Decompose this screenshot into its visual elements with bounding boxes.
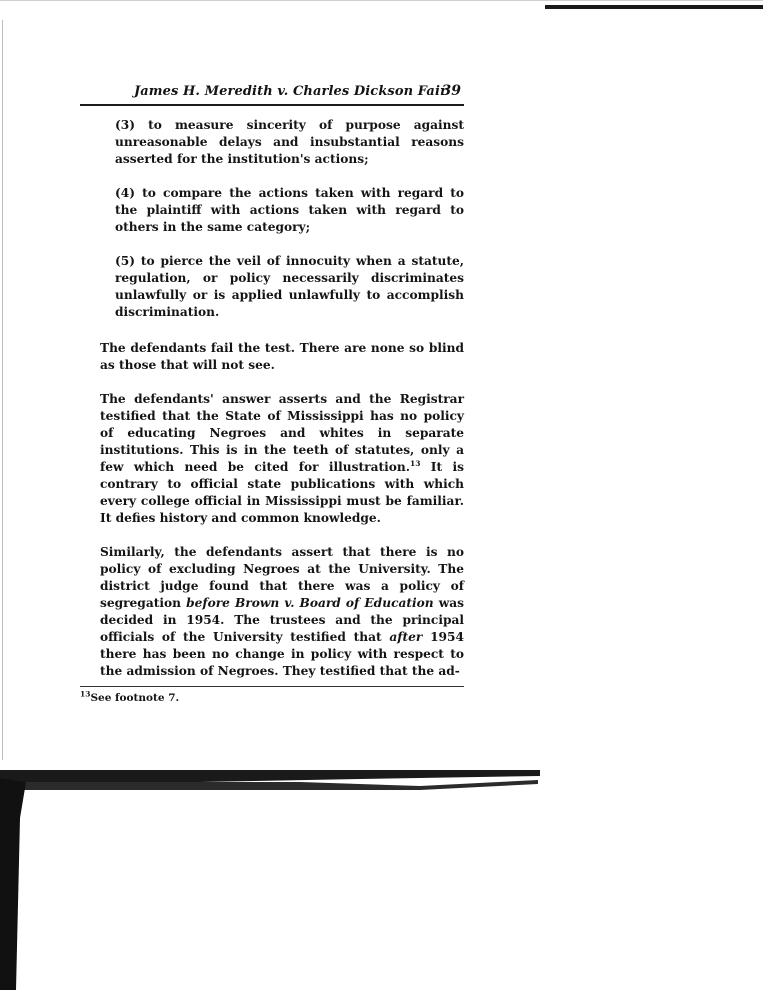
scan-page-edge-shadow [0,770,540,792]
body-text [80,117,464,680]
running-title: James H. Meredith v. Charles Dickson Fair [134,84,447,99]
document-page [80,78,464,704]
scan-left-edge [2,20,3,760]
numbered-item: (4) to compare the actions taken with regard to the plaintiff with actions taken with regard to others in the same category; [115,186,464,234]
paragraph-text: The defendants fail the test. There are none so blind as those that will not see. [100,341,464,372]
paragraph [100,391,464,527]
scan-top-border [545,5,763,9]
paragraph-text: 1954 there has been no change in policy with respect to the admission of Negroes. They testified that the ad- [100,630,465,678]
paragraph [100,544,464,680]
paragraph [100,340,464,374]
case-citation: Brown v. Board of Education [235,596,434,610]
paragraph-text: It is contrary to official state publications with which every college official in Mississippi must be familiar. It defies history and common knowledge. [100,460,464,525]
numbered-item: (5) to pierce the veil of innocuity when a statute, regulation, or policy necessarily discriminates unlawfully or is applied unlawfully to accomplish discrimination. [115,254,464,319]
footnote-text: See footnote 7. [90,692,180,704]
paragraph-text: Similarly, the defendants assert that there is no policy of excluding Negroes at the University. The district judge found that there was a policy of segregation [100,545,464,610]
emphasis-text: after [389,630,423,644]
scan-top-edge [0,0,763,1]
running-head [80,78,464,106]
footnote-divider [80,686,464,687]
paragraph-text: The defendants' answer asserts and the Registrar testified that the State of Mississippi has no policy of educating Negroes and whites in separate institutions. This is in the teeth of statutes, only a few which need be cited for illustration. [100,392,464,474]
footnote [80,689,464,704]
scan-left-shadow [0,778,28,990]
paragraph-text: was decided in 1954. The trustees and the principal officials of the University testified that [100,596,464,644]
emphasis-text: before [186,596,230,610]
footnote-reference: 13 [409,458,421,468]
footnote-number: 13 [80,689,91,699]
page-number: 39 [441,83,461,99]
numbered-item: (3) to measure sincerity of purpose against unreasonable delays and insubstantial reasons asserted for the institution's actions; [115,118,464,166]
